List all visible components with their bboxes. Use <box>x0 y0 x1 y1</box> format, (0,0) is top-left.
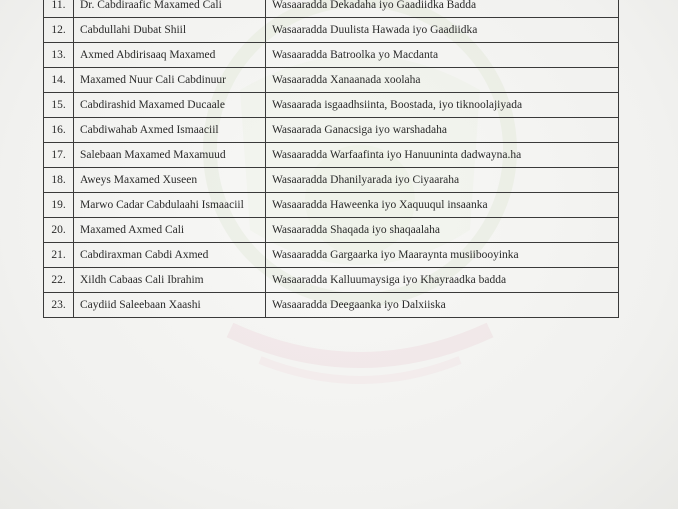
ministry-name: Wasaaradda Xanaanada xoolaha <box>266 68 619 93</box>
row-number: 23. <box>44 293 74 318</box>
row-number: 14. <box>44 68 74 93</box>
row-number: 17. <box>44 143 74 168</box>
row-number: 15. <box>44 93 74 118</box>
ministry-name: Wasaaradda Kalluumaysiga iyo Khayraadka badda <box>266 268 619 293</box>
table-row <box>44 293 619 318</box>
row-number: 12. <box>44 18 74 43</box>
minister-name: Xildh Cabaas Cali Ibrahim <box>74 268 266 293</box>
table-row <box>44 168 619 193</box>
ministry-name: Wasaaradda Dekadaha iyo Gaadiidka Badda <box>266 0 619 18</box>
ministry-name: Wasaarada isgaadhsiinta, Boostada, iyo tiknoolajiyada <box>266 93 619 118</box>
minister-name: Cabdiwahab Axmed Ismaaciil <box>74 118 266 143</box>
table-row <box>44 93 619 118</box>
minister-name: Salebaan Maxamed Maxamuud <box>74 143 266 168</box>
minister-name: Dr. Cabdiraafic Maxamed Cali <box>74 0 266 18</box>
minister-name: Axmed Abdirisaaq Maxamed <box>74 43 266 68</box>
minister-name: Cabdullahi Dubat Shiil <box>74 18 266 43</box>
table-row <box>44 0 619 18</box>
ministry-name: Wasaaradda Duulista Hawada iyo Gaadiidka <box>266 18 619 43</box>
minister-name: Maxamed Axmed Cali <box>74 218 266 243</box>
row-number: 11. <box>44 0 74 18</box>
table-row <box>44 18 619 43</box>
row-number: 13. <box>44 43 74 68</box>
row-number: 19. <box>44 193 74 218</box>
row-number: 18. <box>44 168 74 193</box>
table-row <box>44 268 619 293</box>
ministers-table-body <box>44 0 619 318</box>
minister-name: Cabdirashid Maxamed Ducaale <box>74 93 266 118</box>
ministry-name: Wasaaradda Batroolka yo Macdanta <box>266 43 619 68</box>
ministry-name: Wasaaradda Haweenka iyo Xaquuqul insaanka <box>266 193 619 218</box>
ministry-name: Wasaaradda Shaqada iyo shaqaalaha <box>266 218 619 243</box>
table-row <box>44 118 619 143</box>
table-row <box>44 243 619 268</box>
row-number: 21. <box>44 243 74 268</box>
ministry-name: Wasaaradda Warfaafinta iyo Hanuuninta dadwayna.ha <box>266 143 619 168</box>
table-row <box>44 193 619 218</box>
table-row <box>44 43 619 68</box>
table-row <box>44 68 619 93</box>
minister-name: Marwo Cadar Cabdulaahi Ismaaciil <box>74 193 266 218</box>
minister-name: Caydiid Saleebaan Xaashi <box>74 293 266 318</box>
ministry-name: Wasaarada Ganacsiga iyo warshadaha <box>266 118 619 143</box>
ministers-table <box>43 0 619 318</box>
row-number: 16. <box>44 118 74 143</box>
ministry-name: Wasaaradda Gargaarka iyo Maaraynta musiibooyinka <box>266 243 619 268</box>
ministry-name: Wasaaradda Dhanilyarada iyo Ciyaaraha <box>266 168 619 193</box>
table-row <box>44 143 619 168</box>
minister-name: Aweys Maxamed Xuseen <box>74 168 266 193</box>
minister-name: Cabdiraxman Cabdi Axmed <box>74 243 266 268</box>
table-row <box>44 218 619 243</box>
minister-name: Maxamed Nuur Cali Cabdinuur <box>74 68 266 93</box>
row-number: 20. <box>44 218 74 243</box>
ministry-name: Wasaaradda Deegaanka iyo Dalxiiska <box>266 293 619 318</box>
row-number: 22. <box>44 268 74 293</box>
